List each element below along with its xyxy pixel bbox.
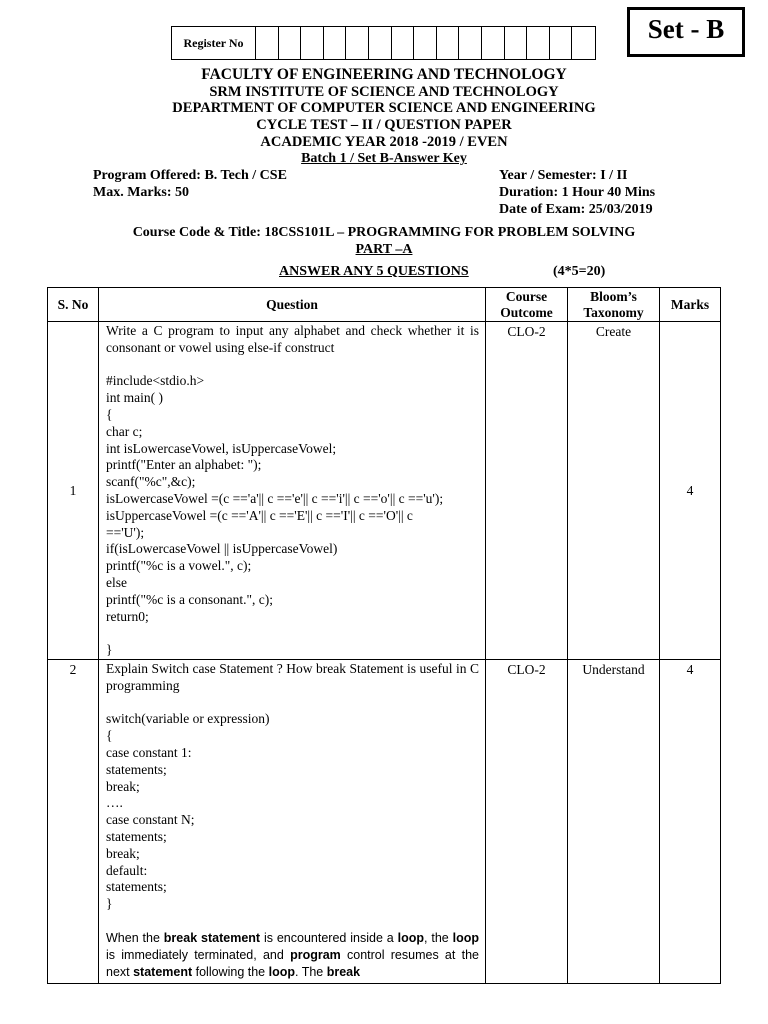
code-line: =='U'); <box>106 524 145 540</box>
code-line: { <box>106 728 113 744</box>
register-number-label: Register No <box>172 27 256 59</box>
row-sno: 2 <box>48 659 99 983</box>
register-digit-cell[interactable] <box>279 27 302 59</box>
register-digit-cell[interactable] <box>572 27 595 59</box>
code-line: printf("%c is a consonant.", c); <box>106 591 273 607</box>
code-line: printf("Enter an alphabet: "); <box>106 457 262 473</box>
register-digit-cell[interactable] <box>437 27 460 59</box>
instruction: ANSWER ANY 5 QUESTIONS <box>279 264 469 279</box>
code-line: statements; <box>106 879 167 895</box>
header-course-outcome <box>486 288 568 322</box>
duration: Duration: 1 Hour 40 Mins <box>499 185 656 200</box>
register-digit-cell[interactable] <box>369 27 392 59</box>
course-code-title: Course Code & Title: 18CSS101L – PROGRAMMING FOR PROBLEM SOLVING <box>132 225 636 240</box>
code-line: case constant 1: <box>106 744 192 760</box>
header-co-line1: Course <box>505 288 548 304</box>
year-semester: Year / Semester: I / II <box>499 168 628 183</box>
register-digit-cell[interactable] <box>256 27 279 59</box>
instruction-marks: (4*5=20) <box>553 264 606 279</box>
code-line: statements; <box>106 761 167 777</box>
code-line: char c; <box>106 423 143 439</box>
code-line: isLowercaseVowel =(c =='a'|| c =='e'|| c =='i'|| c =='o'|| c =='u'); <box>106 490 444 506</box>
register-digit-cell[interactable] <box>505 27 528 59</box>
code-line: int main( ) <box>106 390 163 406</box>
register-digit-cell[interactable] <box>527 27 550 59</box>
code-line: if(isLowercaseVowel || isUppercaseVowel) <box>106 541 338 557</box>
header-co-line2: Outcome <box>500 304 553 320</box>
row-course-outcome: CLO-2 <box>486 322 568 660</box>
header-bt-line2: Taxonomy <box>583 304 644 320</box>
row-marks: 4 <box>660 322 721 660</box>
header-marks: Marks <box>660 288 721 322</box>
academic-year: ACADEMIC YEAR 2018 -2019 / EVEN <box>260 134 508 150</box>
exam-title: CYCLE TEST – II / QUESTION PAPER <box>256 117 512 133</box>
code-line: switch(variable or expression) <box>106 711 270 727</box>
part-heading: PART –A <box>355 242 413 257</box>
code-line: case constant N; <box>106 812 195 828</box>
code-line: scanf("%c",&c); <box>106 474 196 490</box>
code-line: { <box>106 406 113 422</box>
register-digit-cell[interactable] <box>482 27 505 59</box>
register-digit-cell[interactable] <box>301 27 324 59</box>
table-row <box>48 322 721 660</box>
exam-date: Date of Exam: 25/03/2019 <box>499 202 653 217</box>
code-line: else <box>106 574 127 590</box>
register-digit-cell[interactable] <box>414 27 437 59</box>
row-blooms-taxonomy: Create <box>568 322 660 660</box>
break-explanation: When the break statement is encountered inside a loop, the loop is immediately terminated, and program control resumes at the next statement following the loop. The break <box>106 930 479 979</box>
register-digit-cell[interactable] <box>550 27 573 59</box>
register-digit-cell[interactable] <box>346 27 369 59</box>
code-line: statements; <box>106 828 167 844</box>
question-title: Write a C program to input any alphabet and check whether it is consonant or vowel using else-if construct <box>106 323 479 355</box>
row-blooms-taxonomy: Understand <box>568 659 660 983</box>
code-line: default: <box>106 862 148 878</box>
max-marks: Max. Marks: 50 <box>93 185 190 200</box>
row-course-outcome: CLO-2 <box>486 659 568 983</box>
code-line: printf("%c is a vowel.", c); <box>106 558 252 574</box>
code-line: } <box>106 642 113 658</box>
register-digit-cell[interactable] <box>392 27 415 59</box>
question-table <box>47 287 721 984</box>
register-digit-cell[interactable] <box>324 27 347 59</box>
batch-set-label: Batch 1 / Set B-Answer Key <box>301 151 467 166</box>
code-line: } <box>106 896 113 912</box>
set-badge: Set - B <box>627 7 745 57</box>
row-marks: 4 <box>660 659 721 983</box>
register-digit-cell[interactable] <box>459 27 482 59</box>
code-line: return0; <box>106 608 149 624</box>
table-header-row <box>48 288 721 322</box>
faculty-title: FACULTY OF ENGINEERING AND TECHNOLOGY <box>201 66 567 83</box>
code-line: int isLowercaseVowel, isUppercaseVowel; <box>106 440 337 456</box>
department-title: DEPARTMENT OF COMPUTER SCIENCE AND ENGINEERING <box>172 100 596 116</box>
table-row <box>48 659 721 983</box>
code-line: #include<stdio.h> <box>106 373 205 389</box>
header-question: Question <box>99 288 486 322</box>
row-question <box>99 659 486 983</box>
institute-title: SRM INSTITUTE OF SCIENCE AND TECHNOLOGY <box>209 84 559 100</box>
program-offered: Program Offered: B. Tech / CSE <box>93 168 287 183</box>
header-sno: S. No <box>48 288 99 322</box>
header-blooms-taxonomy <box>568 288 660 322</box>
code-line: …. <box>106 795 123 811</box>
code-line: isUppercaseVowel =(c =='A'|| c =='E'|| c =='I'|| c =='O'|| c <box>106 507 413 523</box>
row-sno: 1 <box>48 322 99 660</box>
row-question <box>99 322 486 660</box>
code-line: break; <box>106 845 140 861</box>
header-bt-line1: Bloom’s <box>590 288 637 304</box>
register-number-box <box>171 26 596 60</box>
code-line: break; <box>106 778 140 794</box>
question-title: Explain Switch case Statement ? How break Statement is useful in C programming <box>106 660 479 693</box>
